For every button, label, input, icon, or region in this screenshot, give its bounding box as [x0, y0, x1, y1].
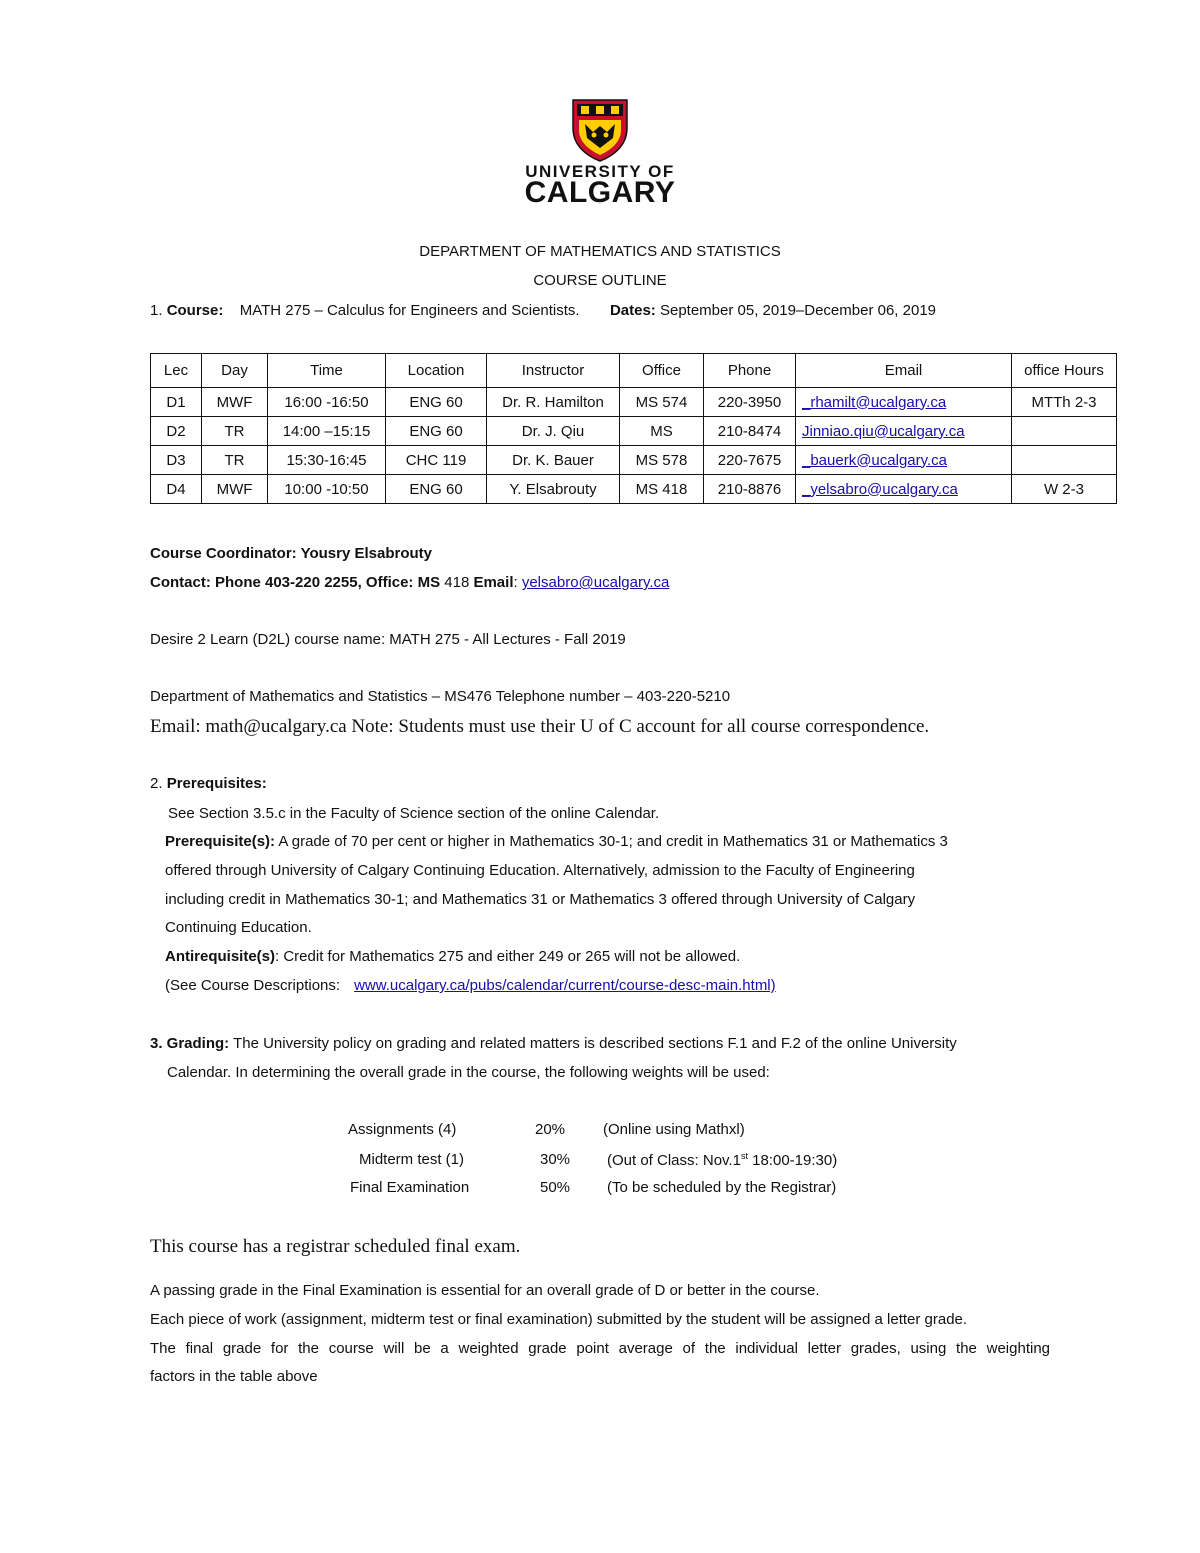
grade-item-name: Final Examination [350, 1179, 470, 1196]
table-header-cell: Time [268, 354, 386, 388]
closing-paragraph-line: factors in the table above [150, 1368, 318, 1385]
course-value: MATH 275 – Calculus for Engineers and Scientists. [239, 302, 580, 319]
table-cell: W 2-3 [1012, 475, 1117, 504]
table-cell-email [796, 388, 1012, 417]
d2l-course-name: Desire 2 Learn (D2L) course name: MATH 275 - All Lectures - Fall 2019 [150, 631, 626, 648]
table-header-cell: Office [620, 354, 704, 388]
instructor-email-link[interactable]: _yelsabro@ucalgary.ca [802, 480, 958, 498]
closing-paragraph-line: The final grade for the course will be a weighted grade point average of the individual letter grades, using the weighting [150, 1340, 1050, 1357]
closing-paragraph-line: A passing grade in the Final Examination is essential for an overall grade of D or better in the course. [150, 1282, 820, 1299]
table-cell: MS 574 [620, 388, 704, 417]
table-cell: CHC 119 [386, 446, 487, 475]
antirequisite-line: Antirequisite(s): Credit for Mathematics 275 and either 249 or 265 will not be allowed. [165, 948, 741, 965]
table-cell: 10:00 -10:50 [268, 475, 386, 504]
table-row [151, 446, 1117, 475]
table-cell: Y. Elsabrouty [487, 475, 620, 504]
table-cell [1012, 446, 1117, 475]
table-cell: 14:00 –15:15 [268, 417, 386, 446]
prerequisites-heading: 2. Prerequisites: [150, 775, 267, 792]
table-header-cell: Lec [151, 354, 202, 388]
course-label: Course: [166, 302, 224, 319]
department-contact: Department of Mathematics and Statistics – MS476 Telephone number – 403-220-5210 [150, 688, 731, 705]
document-title: COURSE OUTLINE [533, 272, 667, 289]
table-header-row [151, 354, 1117, 388]
table-cell: MS 578 [620, 446, 704, 475]
table-cell: 16:00 -16:50 [268, 388, 386, 417]
table-cell-email [796, 475, 1012, 504]
university-crest-logo [571, 98, 629, 162]
logo-text-university-of: UNIVERSITY OF [525, 162, 675, 181]
table-cell: 220-7675 [704, 446, 796, 475]
instructor-email-link[interactable]: _rhamilt@ucalgary.ca [802, 393, 947, 411]
table-cell: 210-8876 [704, 475, 796, 504]
grade-item-name: Assignments (4) [348, 1121, 457, 1138]
table-header-cell: Day [202, 354, 268, 388]
table-header-cell: Instructor [487, 354, 620, 388]
table-cell: ENG 60 [386, 475, 487, 504]
grade-item-weight: 50% [540, 1179, 571, 1196]
department-heading: DEPARTMENT OF MATHEMATICS AND STATISTICS [419, 243, 781, 260]
grade-item-name: Midterm test (1) [359, 1151, 465, 1168]
table-cell: ENG 60 [386, 388, 487, 417]
table-cell-email [796, 417, 1012, 446]
table-header-cell: Email [796, 354, 1012, 388]
table-cell: D1 [151, 388, 202, 417]
final-exam-note: This course has a registrar scheduled final exam. [150, 1236, 521, 1257]
table-cell: MWF [202, 475, 268, 504]
table-row [151, 475, 1117, 504]
coordinator-email-link[interactable]: yelsabro@ucalgary.ca [521, 574, 670, 591]
course-coordinator: Course Coordinator: Yousry Elsabrouty [150, 545, 432, 562]
table-cell: MTTh 2-3 [1012, 388, 1117, 417]
prereq-text-line-3: including credit in Mathematics 30-1; and Mathematics 31 or Mathematics 3 offered through University of Calgary [165, 891, 916, 908]
email-note: Email: math@ucalgary.ca Note: Students must use their U of C account for all course correspondence. [150, 716, 930, 737]
table-cell: TR [202, 417, 268, 446]
prereq-text-line-1: Prerequisite(s): A grade of 70 per cent or higher in Mathematics 30-1; and credit in Mathematics 31 or Mathematics 3 [165, 833, 948, 850]
table-cell: D3 [151, 446, 202, 475]
table-row [151, 388, 1117, 417]
grade-item-weight: 20% [535, 1121, 566, 1138]
table-cell: 15:30-16:45 [268, 446, 386, 475]
logo-text-calgary: CALGARY [524, 176, 676, 209]
table-cell-email [796, 446, 1012, 475]
prereq-text-line-4: Continuing Education. [165, 919, 312, 936]
table-cell: ENG 60 [386, 417, 487, 446]
lecture-sections-table [150, 353, 1117, 504]
coordinator-contact: Contact: Phone 403-220 2255, Office: MS 418 Email: yelsabro@ucalgary.ca [150, 574, 670, 591]
dates-label: Dates: [609, 302, 656, 319]
course-descriptions-line: (See Course Descriptions: www.ucalgary.ca/pubs/calendar/current/course-desc-main.html) [165, 977, 776, 994]
table-row [151, 417, 1117, 446]
prereq-see-section: See Section 3.5.c in the Faculty of Science section of the online Calendar. [168, 805, 660, 822]
grade-item-weight: 30% [540, 1151, 571, 1168]
grading-line-1: 3. Grading: The University policy on grading and related matters is described sections F.1 and F.2 of the online University [150, 1035, 957, 1052]
instructor-email-link[interactable]: Jinniao.qiu@ucalgary.ca [802, 422, 965, 440]
section-number: 1. [150, 302, 163, 319]
table-cell: MS 418 [620, 475, 704, 504]
course-descriptions-link[interactable]: www.ucalgary.ca/pubs/calendar/current/course-desc-main.html) [354, 977, 776, 994]
grade-item-note: (Out of Class: Nov.1st 18:00-19:30) [607, 1151, 838, 1169]
grade-item-note: (To be scheduled by the Registrar) [607, 1179, 837, 1196]
table-cell: 210-8474 [704, 417, 796, 446]
instructor-email-link[interactable]: _bauerk@ucalgary.ca [802, 451, 948, 469]
table-cell: D2 [151, 417, 202, 446]
closing-paragraph-line: Each piece of work (assignment, midterm test or final examination) submitted by the student will be assigned a letter grade. [150, 1311, 968, 1328]
prereq-text-line-2: offered through University of Calgary Continuing Education. Alternatively, admission to the Faculty of Engineering [165, 862, 915, 879]
table-header-cell: Phone [704, 354, 796, 388]
table-cell: Dr. K. Bauer [487, 446, 620, 475]
dates-value: September 05, 2019–December 06, 2019 [659, 302, 937, 319]
grade-item-note: (Online using Mathxl) [603, 1121, 745, 1138]
table-cell: MWF [202, 388, 268, 417]
table-header-cell: office Hours [1012, 354, 1117, 388]
table-cell: 220-3950 [704, 388, 796, 417]
table-cell: MS [620, 417, 704, 446]
table-cell [1012, 417, 1117, 446]
table-cell: D4 [151, 475, 202, 504]
table-cell: TR [202, 446, 268, 475]
grading-line-2: Calendar. In determining the overall grade in the course, the following weights will be used: [167, 1064, 770, 1081]
table-header-cell: Location [386, 354, 487, 388]
table-cell: Dr. J. Qiu [487, 417, 620, 446]
table-cell: Dr. R. Hamilton [487, 388, 620, 417]
course-line [150, 302, 936, 319]
